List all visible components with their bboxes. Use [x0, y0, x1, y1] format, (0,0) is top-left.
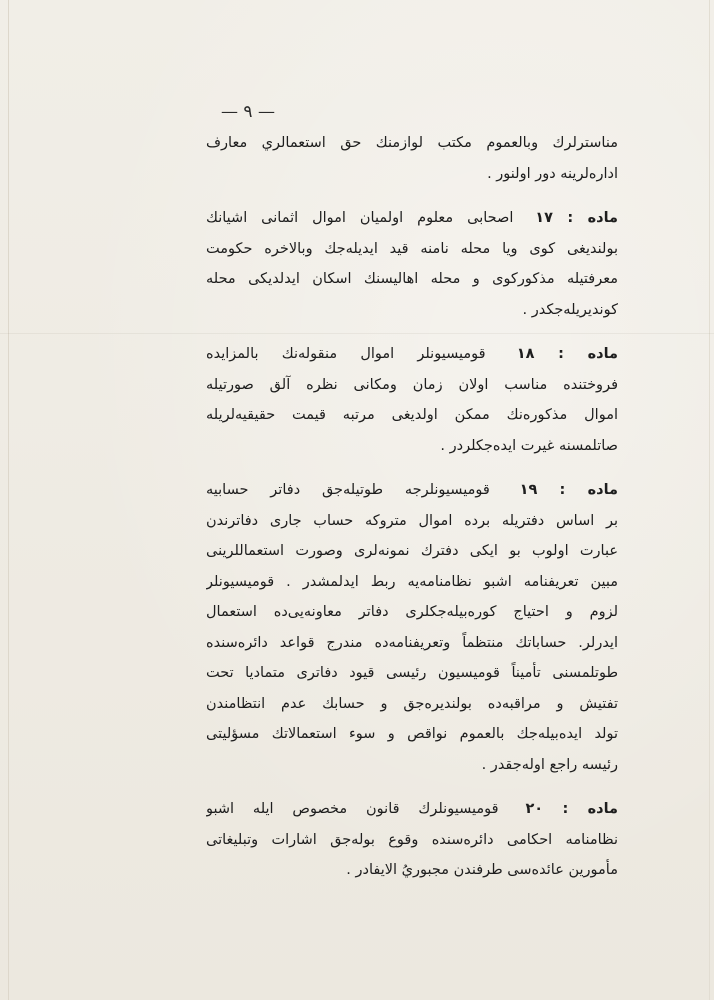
line-text: رئيسه راجع اوله‌جقدر . [481, 756, 618, 773]
article-paragraph [206, 203, 618, 325]
article-paragraph [206, 794, 618, 886]
continuation-paragraph [206, 128, 618, 189]
line-text: اصحابى معلوم اولميان اموال اثمانى اشيانك [206, 210, 514, 226]
body-text [206, 128, 618, 900]
line-text: مبين تعريفنامه اشبو نظامنامه‌يه ربط ايدلمشدر . قوميسيونلر [206, 573, 618, 590]
text-line [206, 855, 618, 886]
line-text: تولد ايده‌بيله‌جك بالعموم نواقص و سوء استعمالاتك مسؤليتى [206, 726, 618, 742]
article-paragraph [206, 339, 618, 461]
line-text: بر اساس دفتريله برده اموال متروكه حساب جارى دفاترندن [206, 512, 618, 529]
text-line [206, 658, 618, 689]
line-text: نظامنامه احكامى دائره‌سنده وقوع بوله‌جق اشارات وتبليغاتى [206, 831, 618, 848]
text-line [206, 825, 618, 856]
line-text: تفتيش و مراقبه‌ده بولنديره‌جق و حسابك عدم انتظامندن [206, 695, 618, 712]
text-line [206, 370, 618, 401]
article-number: ماده : ١٩ [519, 482, 618, 498]
article-number: ماده : ١٧ [535, 210, 618, 226]
line-text: قوميسيونلر اموال منقوله‌نك بالمزايده [206, 346, 486, 362]
article-number: ماده : ١٨ [516, 346, 618, 362]
line-text: لزوم و احتياج كوره‌بيله‌جكلرى دفاتر معاونه‌يى‌ده استعمال [206, 604, 618, 620]
page-number: — ٩ — [221, 102, 275, 122]
text-line [206, 506, 618, 537]
text-line [206, 264, 618, 295]
text-line [206, 159, 618, 190]
line-text: اداره‌لرينه دور اولنور . [487, 165, 618, 182]
text-line [206, 689, 618, 720]
text-line [206, 567, 618, 598]
line-text: صاتلمسنه غيرت ايده‌جكلردر . [440, 437, 618, 454]
line-text: فروختنده مناسب اولان زمان ومكانى نظره آلق صورتيله [206, 376, 618, 393]
text-line [206, 128, 618, 159]
line-text: طوتلمسنى تأميناً قوميسيون رئيسى قيود دفاترى متماديا تحت [206, 665, 618, 681]
text-line [206, 339, 618, 370]
line-text: معرفتيله مذكوركوى و محله اهاليسنك اسكان ايدلديكى محله [206, 271, 618, 287]
text-line [206, 400, 618, 431]
line-text: عبارت اولوب بو ايكى دفترك نمونه‌لرى وصورت استعماللرينى [206, 543, 618, 559]
line-text: مأمورين عائده‌سى طرفندن مجبوريُ الايفادر . [346, 862, 618, 878]
line-text: بولنديغى كوى ويا محله نامنه قيد ايديله‌جك وبالاخره حكومت [206, 240, 618, 257]
text-line [206, 536, 618, 567]
text-line [206, 719, 618, 750]
line-text: مناسترلرك وبالعموم مكتب لوازمنك حق استعمالري معارف [206, 135, 618, 151]
line-text: اموال مذكوره‌نك ممكن اولديغى مرتبه قيمت حقيقيه‌لريله [206, 407, 618, 423]
text-line [206, 475, 618, 506]
text-line [206, 597, 618, 628]
text-line [206, 794, 618, 825]
article-paragraph [206, 475, 618, 780]
text-line [206, 628, 618, 659]
article-number: ماده : ٢٠ [525, 801, 618, 817]
text-line [206, 750, 618, 781]
text-line [206, 431, 618, 462]
line-text: قوميسيونلرك قانون مخصوص ايله اشبو [206, 801, 499, 817]
line-text: ايدرلر. حساباتك منتظماً وتعريفنامه‌ده مندرج قواعد دائره‌سنده [206, 634, 618, 651]
line-text: قوميسيونلرجه طوتيله‌جق دفاتر حسابيه [206, 482, 490, 498]
text-line [206, 295, 618, 326]
text-line [206, 203, 618, 234]
line-text: كونديريله‌جكدر . [522, 301, 618, 318]
text-line [206, 234, 618, 265]
